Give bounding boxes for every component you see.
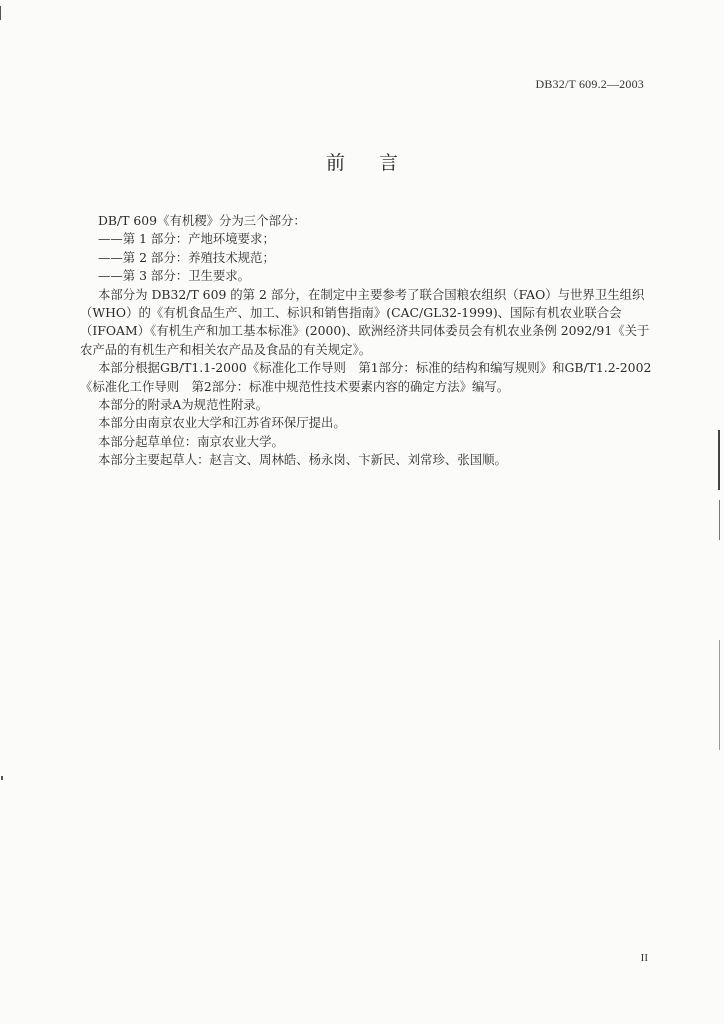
foreword-body (80, 212, 652, 470)
part-item-1: ——第 1 部分：产地环境要求； (98, 231, 275, 247)
scan-edge-mark (719, 640, 720, 750)
document-code: DB32/T 609.2—2003 (535, 77, 644, 91)
part-item-3: ——第 3 部分：卫生要求。 (98, 268, 251, 284)
parts-intro-line: DB/T 609《有机稷》分为三个部分： (98, 213, 306, 228)
drafters-paragraph: 本部分主要起草人：赵言文、周林皓、杨永岗、卞新民、刘常珍、张国顺。 (98, 452, 507, 468)
scan-speck (0, 6, 1, 20)
scan-edge-mark (719, 500, 720, 540)
annex-paragraph: 本部分的附录A为规范性附录。 (98, 397, 269, 413)
scan-edge-mark (718, 430, 720, 490)
page-title: 前言 (325, 152, 432, 174)
part-item-2: ——第 2 部分：养殖技术规范； (98, 249, 275, 265)
page-number: II (640, 952, 648, 964)
scan-speck (1, 776, 3, 780)
drafting-unit-paragraph: 本部分起草单位：南京农业大学。 (98, 433, 284, 449)
proposer-paragraph: 本部分由南京农业大学和江苏省环保厅提出。 (98, 415, 346, 431)
references-paragraph: 本部分为 DB32/T 609 的第 2 部分，在制定中主要参考了联合国粮农组织（FAO）与世界卫生组织（WHO）的《有机食品生产、加工、标识和销售指南》(CAC/GL32-1999)、国际有机农业联合会（IFOAM）《有机生产和加工基本标准》(2000)、欧洲经济共同体委员会有机农业条例 2092/91《关于农产品的有机生产和相关农产品及食品的有关规定》。 (80, 286, 650, 357)
drafting-rules-paragraph: 本部分根据GB/T1.1-2000《标准化工作导则 第1部分：标准的结构和编写规则》和GB/T1.2-2002《标准化工作导则 第2部分：标准中规范性技术要素内容的确定方法》编写。 (80, 360, 652, 394)
